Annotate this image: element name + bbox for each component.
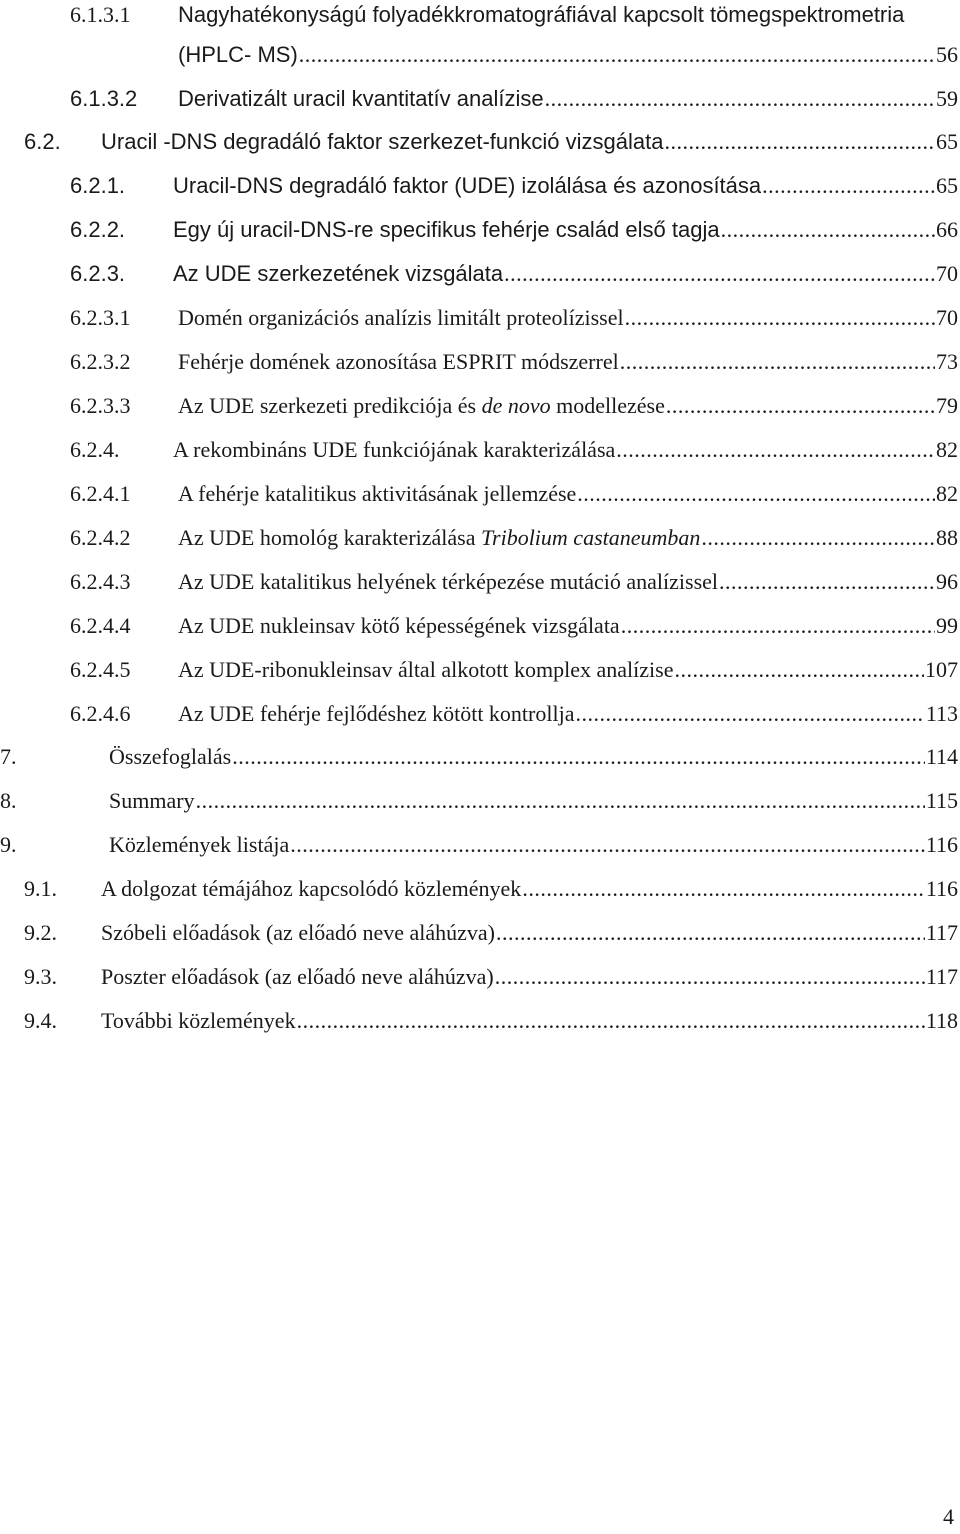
toc-entry-number: 6.2.4.6 bbox=[70, 701, 131, 726]
toc-entry bbox=[0, 742, 960, 772]
dot-leader bbox=[545, 84, 935, 114]
toc-entry-number: 9. bbox=[0, 832, 17, 857]
toc-entry-title: A rekombináns UDE funkciójának karakterizálása bbox=[173, 437, 616, 462]
toc-entry-title-part: modellezése bbox=[550, 393, 665, 418]
toc-entry-title-part: Az UDE szerkezeti predikciója és bbox=[178, 393, 482, 418]
toc-entry-page: 113 bbox=[925, 701, 958, 726]
dot-leader bbox=[701, 523, 935, 553]
toc-entry-number: 6.2.4.1 bbox=[70, 481, 131, 506]
toc-entry-page: 88 bbox=[936, 525, 958, 550]
toc-entry-title: Az UDE-ribonukleinsav által alkotott komplex analízise bbox=[178, 657, 674, 682]
toc-entry-title-part: Az UDE homológ karakterizálása bbox=[178, 525, 481, 550]
dot-leader bbox=[496, 918, 925, 948]
toc-entry-page: 116 bbox=[925, 876, 958, 901]
dot-leader bbox=[666, 391, 935, 421]
toc-entry-title: Domén organizációs analízis limitált proteolízissel bbox=[178, 305, 624, 330]
toc-entry-number: 6.2.3. bbox=[70, 261, 126, 286]
toc-entry bbox=[0, 391, 960, 421]
toc-entry-number: 6.2.4.4 bbox=[70, 613, 131, 638]
toc-entry bbox=[0, 0, 960, 30]
toc-entry-number: 6.2.3.2 bbox=[70, 349, 131, 374]
toc-entry-page: 66 bbox=[936, 217, 958, 242]
dot-leader bbox=[577, 479, 935, 509]
dot-leader bbox=[721, 215, 935, 245]
toc-entry-title: Poszter előadások (az előadó neve aláhúzva) bbox=[101, 964, 494, 989]
toc-entry-page: 99 bbox=[936, 613, 958, 638]
toc-entry bbox=[0, 171, 960, 201]
toc-entry-continuation bbox=[0, 40, 960, 70]
dot-leader bbox=[620, 347, 935, 377]
toc-entry-number: 6.2.3.3 bbox=[70, 393, 131, 418]
toc-entry-title: Közlemények listája bbox=[109, 832, 290, 857]
dot-leader bbox=[504, 259, 935, 289]
toc-entry-number: 8. bbox=[0, 788, 17, 813]
toc-entry bbox=[0, 830, 960, 860]
dot-leader bbox=[575, 699, 924, 729]
dot-leader bbox=[664, 127, 935, 157]
toc-entry bbox=[0, 567, 960, 597]
toc-entry-title-italic: Tribolium castaneumban bbox=[481, 525, 701, 550]
toc-entry-title bbox=[178, 391, 665, 421]
toc-entry-title: Uracil -DNS degradáló faktor szerkezet-funkció vizsgálata bbox=[101, 129, 664, 154]
toc-entry-number: 9.1. bbox=[24, 876, 57, 901]
dot-leader bbox=[290, 830, 925, 860]
toc-entry-title: Uracil-DNS degradáló faktor (UDE) izolálása és azonosítása bbox=[173, 173, 762, 198]
dot-leader bbox=[621, 611, 935, 641]
toc-entry-title-italic: de novo bbox=[481, 393, 551, 418]
toc-entry-number: 7. bbox=[0, 744, 17, 769]
dot-leader bbox=[297, 1006, 925, 1036]
toc-entry-title: Egy új uracil-DNS-re specifikus fehérje család első tagja bbox=[173, 217, 720, 242]
toc-entry-title: Nagyhatékonyságú folyadékkromatográfiával kapcsolt tömegspektrometria bbox=[178, 2, 905, 27]
toc-entry-title bbox=[178, 523, 700, 553]
toc-entry-page: 79 bbox=[936, 393, 958, 418]
toc-entry-title-continuation: (HPLC- MS) bbox=[178, 42, 298, 67]
toc-entry-number: 6.2.1. bbox=[70, 173, 126, 198]
toc-entry-page: 56 bbox=[936, 42, 958, 67]
toc-entry-page: 70 bbox=[936, 261, 958, 286]
toc-entry bbox=[0, 611, 960, 641]
toc-entry-title: Az UDE szerkezetének vizsgálata bbox=[173, 261, 504, 286]
toc-entry-title: A fehérje katalitikus aktivitásának jellemzése bbox=[178, 481, 577, 506]
toc-entry-number: 6.2.4.3 bbox=[70, 569, 131, 594]
toc-entry-number: 6.1.3.2 bbox=[70, 86, 138, 111]
dot-leader bbox=[616, 435, 935, 465]
dot-leader bbox=[495, 962, 925, 992]
toc-entry bbox=[0, 655, 960, 685]
toc-entry bbox=[0, 786, 960, 816]
toc-entry-title: Fehérje domének azonosítása ESPRIT módszerrel bbox=[178, 349, 619, 374]
toc-entry-page: 115 bbox=[925, 788, 958, 813]
toc-entry-page: 65 bbox=[936, 129, 958, 154]
toc-entry-page: 70 bbox=[936, 305, 958, 330]
toc-entry-number: 6.2.4.5 bbox=[70, 657, 131, 682]
toc-entry-number: 9.2. bbox=[24, 920, 57, 945]
toc-entry bbox=[0, 699, 960, 729]
toc-entry-page: 82 bbox=[936, 437, 958, 462]
dot-leader bbox=[719, 567, 935, 597]
dot-leader bbox=[196, 786, 925, 816]
toc-entry-page: 117 bbox=[925, 964, 958, 989]
dot-leader bbox=[762, 171, 935, 201]
toc-entry-title: Summary bbox=[109, 788, 195, 813]
toc-entry bbox=[0, 84, 960, 114]
toc-entry bbox=[0, 347, 960, 377]
toc-entry-title: A dolgozat témájához kapcsolódó közlemények bbox=[101, 876, 522, 901]
toc-entry-title: Az UDE fehérje fejlődéshez kötött kontrollja bbox=[178, 701, 575, 726]
toc-entry bbox=[0, 874, 960, 904]
toc-entry bbox=[0, 215, 960, 245]
toc-entry-title: Derivatizált uracil kvantitatív analízise bbox=[178, 86, 544, 111]
toc-entry-title: Szóbeli előadások (az előadó neve aláhúzva) bbox=[101, 920, 495, 945]
page-number: 4 bbox=[943, 1504, 954, 1529]
toc-entry-page: 65 bbox=[936, 173, 958, 198]
toc-entry-page: 96 bbox=[936, 569, 958, 594]
dot-leader bbox=[674, 655, 924, 685]
toc-entry-page: 107 bbox=[925, 657, 958, 682]
toc-entry bbox=[0, 479, 960, 509]
toc-entry-title: Összefoglalás bbox=[109, 744, 232, 769]
toc-entry bbox=[0, 303, 960, 333]
toc-entry-page: 117 bbox=[925, 920, 958, 945]
toc-entry-number: 6.2.3.1 bbox=[70, 305, 131, 330]
toc-entry bbox=[0, 435, 960, 465]
toc-entry-title: Az UDE katalitikus helyének térképezése mutáció analízissel bbox=[178, 569, 719, 594]
toc-entry-page: 116 bbox=[925, 832, 958, 857]
toc-entry-title: Az UDE nukleinsav kötő képességének vizsgálata bbox=[178, 613, 620, 638]
toc-entry-number: 9.4. bbox=[24, 1008, 57, 1033]
toc-entry-number: 6.2. bbox=[24, 129, 61, 154]
toc-entry-page: 59 bbox=[936, 86, 958, 111]
toc-entry-page: 82 bbox=[936, 481, 958, 506]
dot-leader bbox=[299, 40, 935, 70]
toc-entry bbox=[0, 962, 960, 992]
dot-leader bbox=[625, 303, 935, 333]
toc-entry-page: 114 bbox=[925, 744, 958, 769]
toc-entry-page: 118 bbox=[925, 1008, 958, 1033]
toc-entry bbox=[0, 259, 960, 289]
toc-entry-number: 6.2.2. bbox=[70, 217, 126, 242]
toc-entry-page: 73 bbox=[936, 349, 958, 374]
toc-entry-title: További közlemények bbox=[101, 1008, 296, 1033]
toc-entry-number: 6.2.4.2 bbox=[70, 525, 131, 550]
toc-entry-number: 6.2.4. bbox=[70, 437, 120, 462]
toc-entry bbox=[0, 1006, 960, 1036]
toc-entry bbox=[0, 523, 960, 553]
dot-leader bbox=[522, 874, 925, 904]
toc-entry-number: 9.3. bbox=[24, 964, 57, 989]
toc-entry bbox=[0, 127, 960, 157]
toc-entry-number: 6.1.3.1 bbox=[70, 2, 131, 27]
dot-leader bbox=[232, 742, 925, 772]
toc-entry bbox=[0, 918, 960, 948]
